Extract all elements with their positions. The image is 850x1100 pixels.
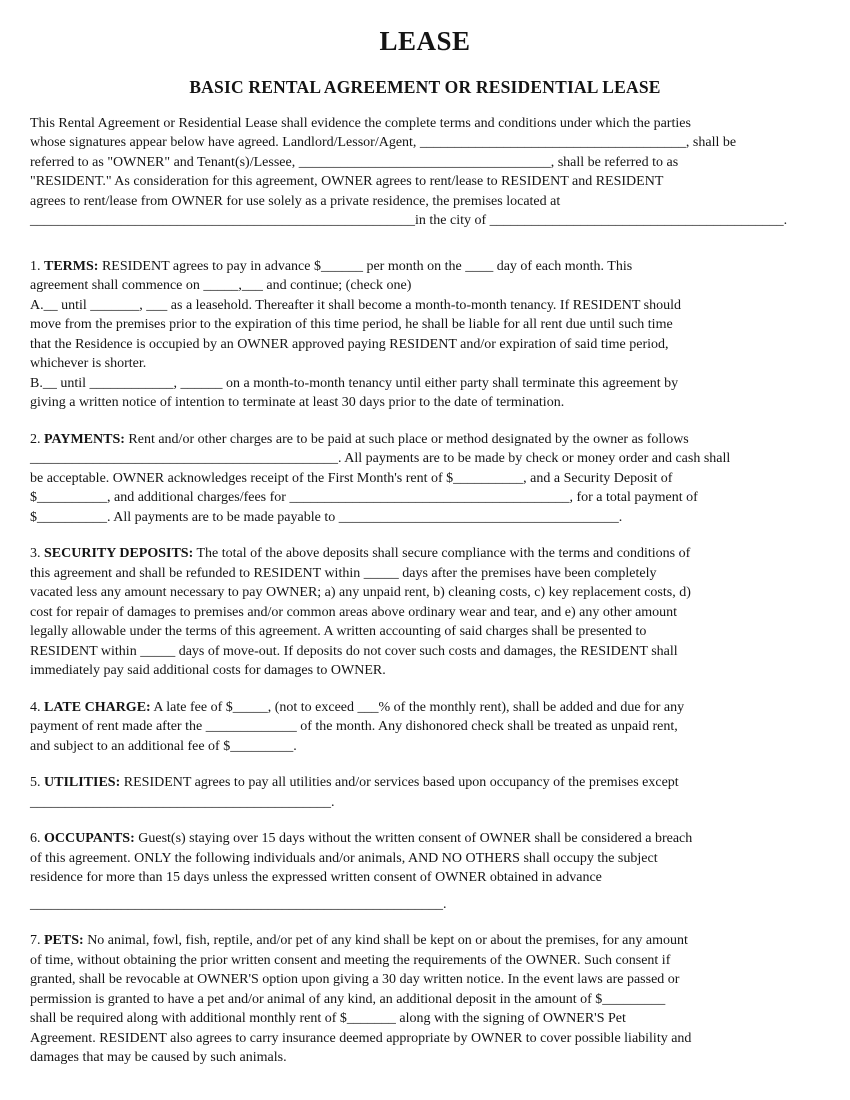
section-pets — [30, 931, 820, 1068]
intro-line: agrees to rent/lease from OWNER for use solely as a private residence, the premises located at — [30, 193, 561, 209]
section-label: PETS: — [44, 933, 84, 948]
text-line: legally allowable under the terms of this agreement. A written accounting of said charges shall be presented to — [30, 624, 647, 639]
section-number: 1. — [30, 258, 44, 274]
intro-line: "RESIDENT." As consideration for this agreement, OWNER agrees to rent/lease to RESIDENT and RESIDENT — [30, 174, 664, 189]
text-line: agreement shall commence on _____,___ and continue; (check one) — [30, 278, 412, 293]
document-title: LEASE — [379, 26, 471, 56]
section-late-charge — [30, 698, 820, 757]
text-line: and subject to an additional fee of $_________. — [30, 738, 297, 754]
text-line: permission is granted to have a pet and/or animal of any kind, an additional deposit in the amount of $_________ — [30, 991, 666, 1007]
text-line: of this agreement. ONLY the following individuals and/or animals, AND NO OTHERS shall occupy the subject — [30, 850, 658, 866]
section-label: LATE CHARGE: — [44, 699, 151, 715]
section-heading-line: 3. SECURITY DEPOSITS: The total of the above deposits shall secure compliance with the terms and conditions of — [30, 546, 691, 561]
section-number: 6. — [30, 831, 44, 846]
section-heading-line: 7. PETS: No animal, fowl, fish, reptile, and/or pet of any kind shall be kept on or about the premises, for any amount — [30, 933, 688, 948]
section-number: 7. — [30, 933, 44, 948]
text-line: of time, without obtaining the prior written consent and meeting the requirements of the OWNER. Such consent if — [30, 952, 671, 968]
section-label: TERMS: — [44, 258, 99, 274]
document-subtitle: BASIC RENTAL AGREEMENT OR RESIDENTIAL LEASE — [189, 77, 661, 97]
intro-line: This Rental Agreement or Residential Lease shall evidence the complete terms and conditions under which the parties — [30, 115, 691, 131]
text-line: payment of rent made after the _____________ of the month. Any dishonored check shall be treated as unpaid rent, — [30, 719, 678, 734]
text-line: ___________________________________________________________. — [30, 896, 447, 912]
text-line: granted, shall be revocable at OWNER'S option upon giving a 30 day written notice. In the event laws are passed or — [30, 972, 680, 987]
section-occupants — [30, 829, 820, 914]
section-heading-line: 4. LATE CHARGE: A late fee of $_____, (not to exceed ___% of the monthly rent), shall be added and due for any — [30, 699, 685, 715]
text-line: residence for more than 15 days unless the expressed written consent of OWNER obtained in advance — [30, 870, 602, 885]
section-number: 2. — [30, 431, 44, 447]
section-heading-line: 5. UTILITIES: RESIDENT agrees to pay all utilities and/or services based upon occupancy of the premises except — [30, 775, 679, 790]
section-heading-line: 1. TERMS: RESIDENT agrees to pay in advance $______ per month on the ____ day of each month. This — [30, 258, 633, 274]
section-terms — [30, 257, 820, 413]
text-line: ____________________________________________. All payments are to be made by check or money order and cash shall — [30, 451, 731, 466]
section-label: OCCUPANTS: — [44, 831, 135, 846]
section-number: 3. — [30, 546, 44, 561]
sections-container — [30, 257, 820, 1068]
section-number: 4. — [30, 699, 44, 715]
text-line: ___________________________________________. — [30, 794, 335, 810]
section-utilities — [30, 773, 820, 812]
section-label: SECURITY DEPOSITS: — [44, 546, 194, 561]
intro-line: referred to as "OWNER" and Tenant(s)/Lessee, ____________________________________, shall be referred to as — [30, 154, 679, 170]
text-line: giving a written notice of intention to terminate at least 30 days prior to the date of termination. — [30, 395, 565, 410]
text-line: this agreement and shall be refunded to RESIDENT within _____ days after the premises have been completely — [30, 565, 657, 581]
text-line: shall be required along with additional monthly rent of $_______ along with the signing of OWNER'S Pet — [30, 1011, 626, 1026]
text-line: whichever is shorter. — [30, 356, 147, 371]
section-heading-line: 2. PAYMENTS: Rent and/or other charges are to be paid at such place or method designated by the owner as follows — [30, 431, 689, 447]
section-number: 5. — [30, 775, 44, 790]
intro-line: _______________________________________________________in the city of __________________________________________. — [30, 213, 788, 228]
text-line: be acceptable. OWNER acknowledges receipt of the First Month's rent of $__________, and a Security Deposit of — [30, 470, 673, 486]
text-line: move from the premises prior to the expiration of this time period, he shall be liable for all rent due until such time — [30, 317, 673, 332]
section-security-deposits — [30, 544, 820, 681]
intro-paragraph — [30, 114, 820, 231]
text-line: A.__ until _______, ___ as a leasehold. Thereafter it shall become a month-to-month tenancy. If RESIDENT should — [30, 297, 681, 313]
text-line: B.__ until ____________, ______ on a month-to-month tenancy until either party shall terminate this agreement by — [30, 375, 679, 391]
section-payments — [30, 430, 820, 528]
text-line: $__________. All payments are to be made payable to ________________________________________. — [30, 509, 623, 525]
text-line: that the Residence is occupied by an OWNER approved paying RESIDENT and/or expiration of said time period, — [30, 336, 669, 352]
text-line: vacated less any amount necessary to pay OWNER; a) any unpaid rent, b) cleaning costs, c) key replacement costs, d) — [30, 585, 691, 600]
section-label: PAYMENTS: — [44, 431, 125, 447]
section-heading-line: 6. OCCUPANTS: Guest(s) staying over 15 days without the written consent of OWNER shall be considered a breach — [30, 831, 693, 846]
text-line: damages that may be caused by such animals. — [30, 1050, 287, 1065]
text-line: RESIDENT within _____ days of move-out. If deposits do not cover such costs and damages, the RESIDENT shall — [30, 643, 678, 659]
text-line: cost for repair of damages to premises and/or common areas above ordinary wear and tear, and e) any other amount — [30, 604, 678, 620]
text-line: Agreement. RESIDENT also agrees to carry insurance deemed appropriate by OWNER to cover possible liability and — [30, 1030, 692, 1046]
text-line: $__________, and additional charges/fees for ________________________________________, for a total payment of — [30, 490, 698, 505]
section-label: UTILITIES: — [44, 775, 121, 790]
intro-line: whose signatures appear below have agreed. Landlord/Lessor/Agent, ______________________________________, shall be — [30, 135, 737, 150]
text-line: immediately pay said additional costs for damages to OWNER. — [30, 663, 386, 678]
